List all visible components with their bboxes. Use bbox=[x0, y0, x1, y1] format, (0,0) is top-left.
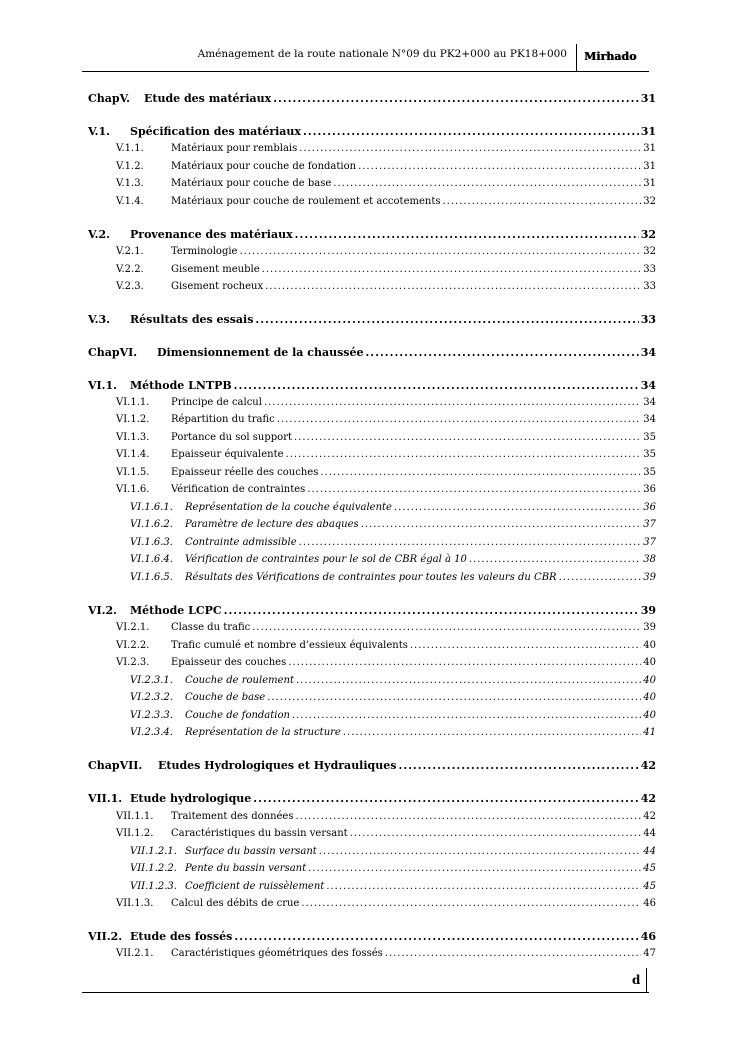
toc-leader-dots bbox=[264, 394, 641, 411]
toc-entry-number: ChapVII. bbox=[88, 759, 143, 772]
toc-entry-page: 37 bbox=[643, 537, 656, 548]
toc-entry-page: 40 bbox=[643, 640, 656, 651]
toc-entry-number: VI.1.1. bbox=[116, 397, 150, 408]
toc-entry-title: Caractéristiques du bassin versant bbox=[171, 828, 348, 839]
toc-entry-title: Calcul des débits de crue bbox=[171, 898, 300, 909]
toc-leader-dots bbox=[253, 790, 638, 807]
toc-entry[interactable] bbox=[116, 895, 656, 912]
toc-entry-number: V.1.1. bbox=[116, 143, 144, 154]
toc-entry-title: Couche de roulement bbox=[185, 675, 294, 686]
toc-entry-page: 46 bbox=[640, 930, 656, 943]
toc-entry[interactable] bbox=[130, 707, 656, 724]
toc-entry[interactable] bbox=[116, 446, 656, 463]
toc-entry-number: VII.1.2. bbox=[116, 828, 154, 839]
toc-entry[interactable] bbox=[116, 429, 656, 446]
toc-entry-page: 36 bbox=[643, 502, 656, 513]
toc-entry-number: V.2.1. bbox=[116, 246, 144, 257]
toc-entry-page: 41 bbox=[643, 727, 656, 738]
toc-leader-dots bbox=[308, 860, 641, 877]
toc-entry-title: Etudes Hydrologiques et Hydrauliques bbox=[158, 759, 397, 772]
toc-entry-page: 32 bbox=[640, 228, 656, 241]
toc-entry-page: 33 bbox=[643, 281, 656, 292]
toc-entry[interactable] bbox=[116, 261, 656, 278]
toc-entry-title: Etude des matériaux bbox=[144, 92, 272, 105]
toc-entry[interactable] bbox=[116, 654, 656, 671]
toc-leader-dots bbox=[286, 446, 642, 463]
toc-entry-page: 47 bbox=[643, 948, 656, 959]
toc-leader-dots bbox=[252, 619, 641, 636]
toc-entry-number: V.1.3. bbox=[116, 178, 144, 189]
toc-leader-dots bbox=[398, 757, 638, 774]
toc-entry-title: Etude des fossés bbox=[130, 930, 233, 943]
toc-entry-title: Couche de fondation bbox=[185, 710, 290, 721]
toc-leader-dots bbox=[559, 569, 642, 586]
toc-entry-number: VI.1.2. bbox=[116, 414, 150, 425]
toc-entry-page: 44 bbox=[643, 828, 656, 839]
toc-entry-page: 33 bbox=[640, 313, 656, 326]
toc-entry[interactable] bbox=[88, 311, 656, 328]
toc-entry-page: 32 bbox=[643, 196, 656, 207]
toc-entry-number: ChapV. bbox=[88, 92, 131, 105]
toc-entry-title: Epaisseur équivalente bbox=[171, 449, 284, 460]
toc-entry-title: Principe de calcul bbox=[171, 397, 262, 408]
toc-entry-title: Matériaux pour couche de base bbox=[171, 178, 332, 189]
toc-entry[interactable] bbox=[130, 860, 656, 877]
toc-entry[interactable] bbox=[88, 123, 656, 140]
toc-leader-dots bbox=[239, 243, 641, 260]
page-number: d bbox=[632, 973, 641, 987]
footer-rule bbox=[82, 992, 649, 993]
toc-entry-number: V.1.4. bbox=[116, 196, 144, 207]
toc-entry[interactable] bbox=[130, 569, 656, 586]
toc-entry-title: Vérification de contraintes pour le sol de CBR égal à 10 bbox=[185, 554, 467, 565]
toc-entry-number: VII.1.2.2. bbox=[130, 863, 177, 874]
toc-entry[interactable] bbox=[88, 344, 656, 361]
toc-entry-number: V.2. bbox=[88, 228, 110, 241]
toc-entry-number: VI.2. bbox=[88, 604, 117, 617]
toc-entry[interactable] bbox=[88, 928, 656, 945]
toc-leader-dots bbox=[267, 689, 641, 706]
toc-entry-number: V.1. bbox=[88, 125, 110, 138]
toc-entry-title: Dimensionnement de la chaussée bbox=[157, 346, 364, 359]
toc-entry[interactable] bbox=[88, 602, 656, 619]
toc-entry-title: Trafic cumulé et nombre d’essieux équivalents bbox=[171, 640, 408, 651]
toc-entry-number: V.2.3. bbox=[116, 281, 144, 292]
toc-entry[interactable] bbox=[116, 808, 656, 825]
toc-entry-page: 38 bbox=[643, 554, 656, 565]
toc-entry[interactable] bbox=[116, 175, 656, 192]
toc-leader-dots bbox=[410, 637, 641, 654]
toc-entry-title: Résultats des Vérifications de contraintes pour toutes les valeurs du CBR bbox=[185, 572, 557, 583]
toc-entry-number: VII.1.3. bbox=[116, 898, 154, 909]
toc-entry-page: 42 bbox=[640, 759, 656, 772]
toc-leader-dots bbox=[294, 429, 641, 446]
toc-leader-dots bbox=[224, 602, 639, 619]
toc-leader-dots bbox=[296, 808, 642, 825]
toc-entry-number: VI.1.6. bbox=[116, 484, 150, 495]
toc-leader-dots bbox=[385, 945, 642, 962]
toc-entry-number: VII.1.1. bbox=[116, 811, 154, 822]
toc-entry-title: Coefficient de ruissèlement bbox=[185, 881, 325, 892]
toc-entry-title: Couche de base bbox=[185, 692, 266, 703]
toc-entry-title: Surface du bassin versant bbox=[185, 846, 317, 857]
toc-entry-page: 31 bbox=[640, 125, 656, 138]
toc-entry[interactable] bbox=[116, 825, 656, 842]
toc-entry[interactable] bbox=[130, 843, 656, 860]
toc-entry-title: Représentation de la structure bbox=[185, 727, 341, 738]
toc-leader-dots bbox=[301, 895, 641, 912]
toc-leader-dots bbox=[319, 843, 641, 860]
toc-entry[interactable] bbox=[130, 689, 656, 706]
toc-entry[interactable] bbox=[88, 90, 656, 107]
toc-entry-page: 39 bbox=[643, 572, 656, 583]
toc-entry-page: 36 bbox=[643, 484, 656, 495]
toc-entry-number: VI.1.5. bbox=[116, 467, 150, 478]
toc-leader-dots bbox=[394, 499, 641, 516]
toc-entry-page: 34 bbox=[643, 397, 656, 408]
toc-entry-title: Epaisseur des couches bbox=[171, 657, 287, 668]
toc-entry-title: Matériaux pour couche de fondation bbox=[171, 161, 357, 172]
toc-entry-number: V.1.2. bbox=[116, 161, 144, 172]
toc-entry-title: Pente du bassin versant bbox=[185, 863, 307, 874]
toc-entry-number: VI.1.4. bbox=[116, 449, 150, 460]
toc-entry[interactable] bbox=[116, 945, 656, 962]
toc-entry-number: VI.2.1. bbox=[116, 622, 150, 633]
toc-leader-dots bbox=[350, 825, 642, 842]
toc-entry-number: ChapVI. bbox=[88, 346, 138, 359]
toc-entry[interactable] bbox=[116, 140, 656, 157]
toc-entry-page: 42 bbox=[640, 792, 656, 805]
toc-leader-dots bbox=[265, 278, 641, 295]
toc-leader-dots bbox=[469, 551, 641, 568]
toc-leader-dots bbox=[234, 377, 639, 394]
toc-leader-dots bbox=[277, 411, 642, 428]
toc-leader-dots bbox=[295, 226, 639, 243]
toc-entry-title: Paramètre de lecture des abaques bbox=[185, 519, 359, 530]
toc-entry-number: VI.1.6.2. bbox=[130, 519, 173, 530]
toc-leader-dots bbox=[343, 724, 641, 741]
toc-entry-number: VI.2.2. bbox=[116, 640, 150, 651]
toc-entry-page: 32 bbox=[643, 246, 656, 257]
toc-entry[interactable] bbox=[130, 672, 656, 689]
toc-entry[interactable] bbox=[130, 551, 656, 568]
toc-entry-number: VII.1.2.1. bbox=[130, 846, 177, 857]
toc-entry-page: 37 bbox=[643, 519, 656, 530]
toc-leader-dots bbox=[273, 90, 638, 107]
toc-entry-title: Répartition du trafic bbox=[171, 414, 275, 425]
toc-entry-number: V.2.2. bbox=[116, 264, 144, 275]
toc-entry-number: VII.2. bbox=[88, 930, 123, 943]
toc-leader-dots bbox=[365, 344, 638, 361]
toc-entry-page: 45 bbox=[643, 863, 656, 874]
toc-entry-page: 35 bbox=[643, 467, 656, 478]
toc-entry-number: VII.1.2.3. bbox=[130, 881, 177, 892]
toc-entry[interactable] bbox=[88, 226, 656, 243]
toc-entry-page: 34 bbox=[640, 379, 656, 392]
toc-leader-dots bbox=[292, 707, 641, 724]
toc-entry-title: Gisement rocheux bbox=[171, 281, 264, 292]
toc-entry[interactable] bbox=[88, 757, 656, 774]
toc-leader-dots bbox=[361, 516, 642, 533]
toc-entry-number: VI.1.6.5. bbox=[130, 572, 173, 583]
toc-entry-number: VI.1.3. bbox=[116, 432, 150, 443]
toc-entry-page: 31 bbox=[643, 143, 656, 154]
toc-leader-dots bbox=[307, 481, 641, 498]
toc-entry-title: Provenance des matériaux bbox=[130, 228, 293, 241]
toc-leader-dots bbox=[299, 140, 641, 157]
toc-entry-page: 42 bbox=[643, 811, 656, 822]
toc-entry[interactable] bbox=[116, 243, 656, 260]
toc-entry-page: 31 bbox=[643, 178, 656, 189]
author-name: Mirhado bbox=[584, 50, 637, 63]
toc-entry[interactable] bbox=[130, 499, 656, 516]
toc-entry-title: Résultats des essais bbox=[130, 313, 254, 326]
document-title: Aménagement de la route nationale N°09 du PK2+000 au PK18+000 bbox=[197, 48, 567, 60]
toc-entry-page: 39 bbox=[640, 604, 656, 617]
toc-leader-dots bbox=[442, 193, 641, 210]
toc-entry-title: Traitement des données bbox=[171, 811, 294, 822]
toc-entry-title: Matériaux pour couche de roulement et accotements bbox=[171, 196, 441, 207]
toc-leader-dots bbox=[288, 654, 641, 671]
toc-entry-page: 40 bbox=[643, 657, 656, 668]
toc-entry-number: VI.1.6.4. bbox=[130, 554, 173, 565]
toc-entry-number: VII.1. bbox=[88, 792, 123, 805]
toc-entry[interactable] bbox=[116, 193, 656, 210]
toc-entry-number: V.3. bbox=[88, 313, 110, 326]
toc-entry-page: 44 bbox=[643, 846, 656, 857]
toc-entry-title: Caractéristiques géométriques des fossés bbox=[171, 948, 383, 959]
toc-entry[interactable] bbox=[88, 790, 656, 807]
toc-entry-title: Méthode LCPC bbox=[130, 604, 222, 617]
toc-entry[interactable] bbox=[130, 534, 656, 551]
toc-entry-title: Gisement meuble bbox=[171, 264, 260, 275]
toc-leader-dots bbox=[296, 672, 641, 689]
toc-entry-title: Vérification de contraintes bbox=[171, 484, 306, 495]
toc-entry-number: VI.2.3.2. bbox=[130, 692, 173, 703]
toc-leader-dots bbox=[333, 175, 641, 192]
toc-entry[interactable] bbox=[130, 724, 656, 741]
toc-entry[interactable] bbox=[88, 377, 656, 394]
toc-leader-dots bbox=[255, 311, 638, 328]
toc-entry[interactable] bbox=[116, 411, 656, 428]
toc-entry-page: 46 bbox=[643, 898, 656, 909]
toc-entry-title: Classe du trafic bbox=[171, 622, 251, 633]
toc-entry-title: Contrainte admissible bbox=[185, 537, 297, 548]
toc-entry-number: VI.2.3.1. bbox=[130, 675, 173, 686]
toc-entry-page: 45 bbox=[643, 881, 656, 892]
toc-entry-page: 35 bbox=[643, 432, 656, 443]
toc-entry-number: VI.2.3.4. bbox=[130, 727, 173, 738]
toc-entry[interactable] bbox=[116, 637, 656, 654]
toc-entry-page: 31 bbox=[640, 92, 656, 105]
toc-entry-page: 35 bbox=[643, 449, 656, 460]
toc-leader-dots bbox=[299, 534, 642, 551]
toc-leader-dots bbox=[320, 464, 641, 481]
toc-entry-page: 40 bbox=[643, 675, 656, 686]
toc-entry-number: VI.1. bbox=[88, 379, 117, 392]
toc-leader-dots bbox=[303, 123, 639, 140]
toc-leader-dots bbox=[358, 158, 641, 175]
toc-entry-page: 34 bbox=[643, 414, 656, 425]
toc-entry[interactable] bbox=[116, 394, 656, 411]
toc-entry[interactable] bbox=[116, 158, 656, 175]
toc-entry[interactable] bbox=[116, 619, 656, 636]
toc-entry-page: 40 bbox=[643, 710, 656, 721]
toc-entry-title: Etude hydrologique bbox=[130, 792, 252, 805]
toc-entry-page: 34 bbox=[640, 346, 656, 359]
toc-entry[interactable] bbox=[116, 464, 656, 481]
toc-entry-number: VII.2.1. bbox=[116, 948, 154, 959]
toc-entry-page: 33 bbox=[643, 264, 656, 275]
toc-entry-title: Matériaux pour remblais bbox=[171, 143, 298, 154]
toc-entry-title: Méthode LNTPB bbox=[130, 379, 232, 392]
toc-entry-title: Représentation de la couche équivalente bbox=[185, 502, 392, 513]
toc-entry-title: Portance du sol support bbox=[171, 432, 292, 443]
toc-entry-title: Epaisseur réelle des couches bbox=[171, 467, 319, 478]
toc-entry-number: VI.1.6.1. bbox=[130, 502, 173, 513]
toc-entry-number: VI.2.3.3. bbox=[130, 710, 173, 721]
toc-leader-dots bbox=[262, 261, 642, 278]
toc-entry[interactable] bbox=[130, 878, 656, 895]
toc-entry-number: VI.2.3. bbox=[116, 657, 150, 668]
toc-entry-page: 40 bbox=[643, 692, 656, 703]
toc-entry[interactable] bbox=[130, 516, 656, 533]
toc-entry[interactable] bbox=[116, 481, 656, 498]
toc-entry-title: Spécification des matériaux bbox=[130, 125, 301, 138]
toc-entry-page: 39 bbox=[643, 622, 656, 633]
toc-entry[interactable] bbox=[116, 278, 656, 295]
toc-entry-title: Terminologie bbox=[171, 246, 238, 257]
toc-leader-dots bbox=[326, 878, 641, 895]
toc-entry-page: 31 bbox=[643, 161, 656, 172]
footer-divider bbox=[646, 968, 647, 992]
toc-leader-dots bbox=[234, 928, 638, 945]
toc-entry-number: VI.1.6.3. bbox=[130, 537, 173, 548]
